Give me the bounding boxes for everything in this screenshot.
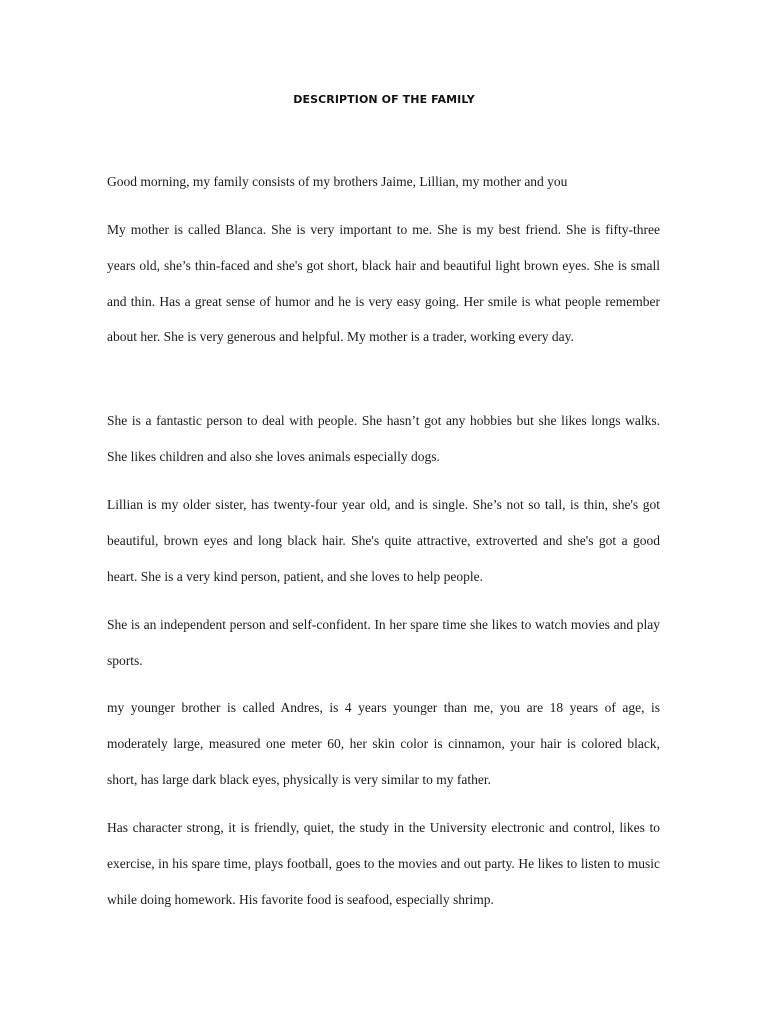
paragraph-mother: My mother is called Blanca. She is very important to me. She is my best friend. She is fifty-three years old, she’s thin-faced and she's got short, black hair and beautiful light brown eyes. She is small and thin. Has a great sense of humor and he is very easy going. Her smile is what people remember about her. She is very generous and helpful. My mother is a trader, working every day. xyxy=(107,222,660,345)
paragraph-sister-hobbies: She is an independent person and self-confident. In her spare time she likes to watch movies and play sports. xyxy=(107,617,660,668)
paragraph-brother: my younger brother is called Andres, is 4 years younger than me, you are 18 years of age, is moderately large, measured one meter 60, her skin color is cinnamon, your hair is colored black, short, has large dark black eyes, physically is very similar to my father. xyxy=(107,700,660,787)
paragraph-intro: Good morning, my family consists of my brothers Jaime, Lillian, my mother and you xyxy=(107,174,568,189)
paragraph-mother-personality: She is a fantastic person to deal with people. She hasn’t got any hobbies but she likes longs walks. She likes children and also she loves animals especially dogs. xyxy=(107,413,660,464)
page-title: DESCRIPTION OF THE FAMILY xyxy=(293,93,475,106)
paragraph-brother-character: Has character strong, it is friendly, quiet, the study in the University electronic and control, likes to exercise, in his spare time, plays football, goes to the movies and out party. He likes to listen to music while doing homework. His favorite food is seafood, especially shrimp. xyxy=(107,820,660,907)
paragraph-sister: Lillian is my older sister, has twenty-four year old, and is single. She’s not so tall, is thin, she's got beautiful, brown eyes and long black hair. She's quite attractive, extroverted and she's got a good heart. She is a very kind person, patient, and she loves to help people. xyxy=(107,497,660,584)
